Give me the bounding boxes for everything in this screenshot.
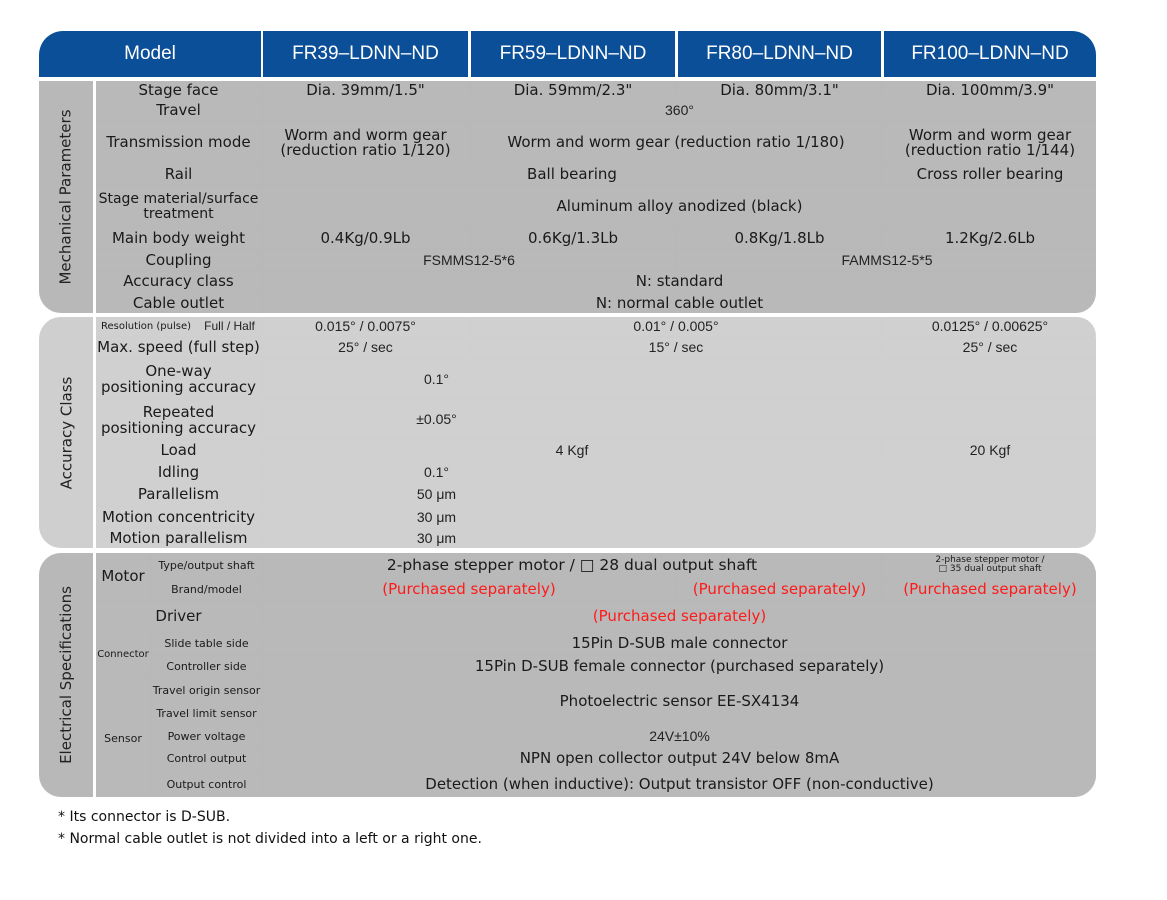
- cell-coupling-b: FAMMS12-5*5: [678, 250, 1096, 270]
- cell-stage-material: Aluminum alloy anodized (black): [263, 187, 1096, 226]
- model-fr100: FR100–LDNN–ND: [911, 43, 1069, 64]
- cell-weight-fr39: 0.4Kg/0.9Lb: [263, 228, 468, 248]
- row-label-repeated: Repeated positioning accuracy: [96, 401, 261, 438]
- cell-motor-type: 2-phase stepper motor / □ 28 dual output shaft: [263, 553, 881, 577]
- cell-stage-face-fr80: Dia. 80mm/3.1": [678, 81, 881, 99]
- row-label-connector: Connector: [96, 633, 150, 676]
- header-fr80: [678, 31, 881, 77]
- cell-transmission-fr100: Worm and worm gear (reduction ratio 1/144): [884, 123, 1096, 162]
- cell-brand-fr80: (Purchased separately): [678, 579, 881, 599]
- cell-travel: 360°: [263, 101, 1096, 120]
- cell-one-way: 0.1°: [263, 360, 1096, 398]
- section-title: Mechanical Parameters: [57, 109, 75, 285]
- row-label-load: Load: [96, 441, 261, 460]
- cell-power-voltage: 24V±10%: [263, 726, 1096, 746]
- row-label-parallelism: Parallelism: [96, 484, 261, 505]
- row-label-travel: Travel: [96, 101, 261, 120]
- row-label-coupling: Coupling: [96, 250, 261, 270]
- row-sublabel-travel-limit-sensor: Travel limit sensor: [152, 703, 261, 724]
- row-label-cable-outlet: Cable outlet: [96, 293, 261, 313]
- cell-control-output: NPN open collector output 24V below 8mA: [263, 748, 1096, 769]
- cell-brand-fr100: (Purchased separately): [884, 579, 1096, 599]
- section-title: Accuracy Class: [57, 376, 75, 489]
- header-fr39: [263, 31, 468, 77]
- row-label-accuracy-class: Accuracy class: [96, 272, 261, 291]
- section-accuracy-label: [39, 317, 93, 548]
- cell-stage-face-fr39: Dia. 39mm/1.5": [263, 81, 468, 99]
- model-fr59: FR59–LDNN–ND: [499, 43, 647, 64]
- footnote-2: * Normal cable outlet is not divided into a left or a right one.: [58, 831, 482, 847]
- cell-transmission-fr39: Worm and worm gear (reduction ratio 1/120): [263, 123, 468, 162]
- row-sublabel-output-control: Output control: [152, 771, 261, 797]
- cell-connector-slide: 15Pin D-SUB male connector: [263, 633, 1096, 654]
- row-label-sensor: Sensor: [96, 679, 150, 797]
- row-sublabel-brand-model: Brand/model: [152, 579, 261, 599]
- cell-idling: 0.1°: [263, 462, 1096, 482]
- row-label-stage-material: Stage material/surface treatment: [96, 187, 261, 226]
- cell-transmission-fr59-fr80: Worm and worm gear (reduction ratio 1/180): [471, 123, 881, 162]
- cell-resolution-fr59-fr80: 0.01° / 0.005°: [471, 317, 881, 336]
- cell-output-control: Detection (when inductive): Output transistor OFF (non-conductive): [263, 771, 1096, 797]
- row-label-rail: Rail: [96, 164, 261, 184]
- row-label-one-way: One-way positioning accuracy: [96, 360, 261, 398]
- footnote-1: * Its connector is D-SUB.: [58, 809, 231, 825]
- cell-resolution-fr100: 0.0125° / 0.00625°: [884, 317, 1096, 336]
- header-model: [39, 31, 261, 77]
- row-label-resolution: Resolution (pulse): [96, 317, 196, 336]
- section-mechanical-label: [39, 81, 93, 313]
- cell-sensor-type: Photoelectric sensor EE-SX4134: [263, 679, 1096, 724]
- row-sublabel-slide-table-side: Slide table side: [152, 633, 261, 654]
- cell-rail-a: Ball bearing: [263, 164, 881, 184]
- cell-repeated: ±0.05°: [263, 401, 1096, 438]
- row-label-transmission: Transmission mode: [96, 123, 261, 162]
- row-label-idling: Idling: [96, 462, 261, 482]
- cell-weight-fr80: 0.8Kg/1.8Lb: [678, 228, 881, 248]
- row-sublabel-travel-origin-sensor: Travel origin sensor: [152, 679, 261, 701]
- model-fr39: FR39–LDNN–ND: [292, 43, 439, 64]
- cell-weight-fr59: 0.6Kg/1.3Lb: [471, 228, 675, 248]
- cell-motion-concentricity: 30 μm: [263, 507, 1096, 527]
- model-fr80: FR80–LDNN–ND: [706, 43, 853, 64]
- row-label-weight: Main body weight: [96, 228, 261, 248]
- cell-coupling-a: FSMMS12-5*6: [263, 250, 675, 270]
- cell-brand-fr39-fr59: (Purchased separately): [263, 579, 675, 599]
- cell-parallelism: 50 μm: [263, 484, 1096, 505]
- cell-resolution-fr39: 0.015° / 0.0075°: [263, 317, 468, 336]
- cell-motor-type-fr100: 2-phase stepper motor / □ 35 dual output shaft: [884, 553, 1096, 577]
- row-sublabel-power-voltage: Power voltage: [152, 726, 261, 746]
- model-label: Model: [124, 43, 176, 64]
- row-sublabel-type-output-shaft: Type/output shaft: [152, 553, 261, 577]
- section-electrical-label: [39, 553, 93, 797]
- row-label-stage-face: Stage face: [96, 81, 261, 99]
- cell-stage-face-fr100: Dia. 100mm/3.9": [884, 81, 1096, 99]
- row-sublabel-control-output: Control output: [152, 748, 261, 769]
- header-fr100: [884, 31, 1096, 77]
- cell-accuracy-class: N: standard: [263, 272, 1096, 291]
- cell-connector-controller: 15Pin D-SUB female connector (purchased separately): [263, 656, 1096, 676]
- row-label-driver: Driver: [96, 602, 261, 631]
- section-title: Electrical Specifications: [57, 586, 75, 764]
- cell-load-a: 4 Kgf: [263, 441, 881, 460]
- cell-weight-fr100: 1.2Kg/2.6Lb: [884, 228, 1096, 248]
- row-label-motion-concentricity: Motion concentricity: [96, 507, 261, 527]
- cell-load-b: 20 Kgf: [884, 441, 1096, 460]
- header-fr59: [471, 31, 675, 77]
- row-sublabel-full-half: Full / Half: [198, 317, 261, 336]
- cell-stage-face-fr59: Dia. 59mm/2.3": [471, 81, 675, 99]
- cell-rail-b: Cross roller bearing: [884, 164, 1096, 184]
- cell-motion-parallelism: 30 μm: [263, 529, 1096, 548]
- cell-max-speed-fr100: 25° / sec: [884, 338, 1096, 357]
- cell-max-speed-fr59-fr80: 15° / sec: [471, 338, 881, 357]
- cell-max-speed-fr39: 25° / sec: [263, 338, 468, 357]
- row-label-motion-parallelism: Motion parallelism: [96, 529, 261, 548]
- cell-driver: (Purchased separately): [263, 602, 1096, 631]
- row-label-motor: Motor: [96, 553, 150, 599]
- cell-cable-outlet: N: normal cable outlet: [263, 293, 1096, 313]
- row-label-max-speed: Max. speed (full step): [97, 338, 260, 356]
- row-sublabel-controller-side: Controller side: [152, 656, 261, 676]
